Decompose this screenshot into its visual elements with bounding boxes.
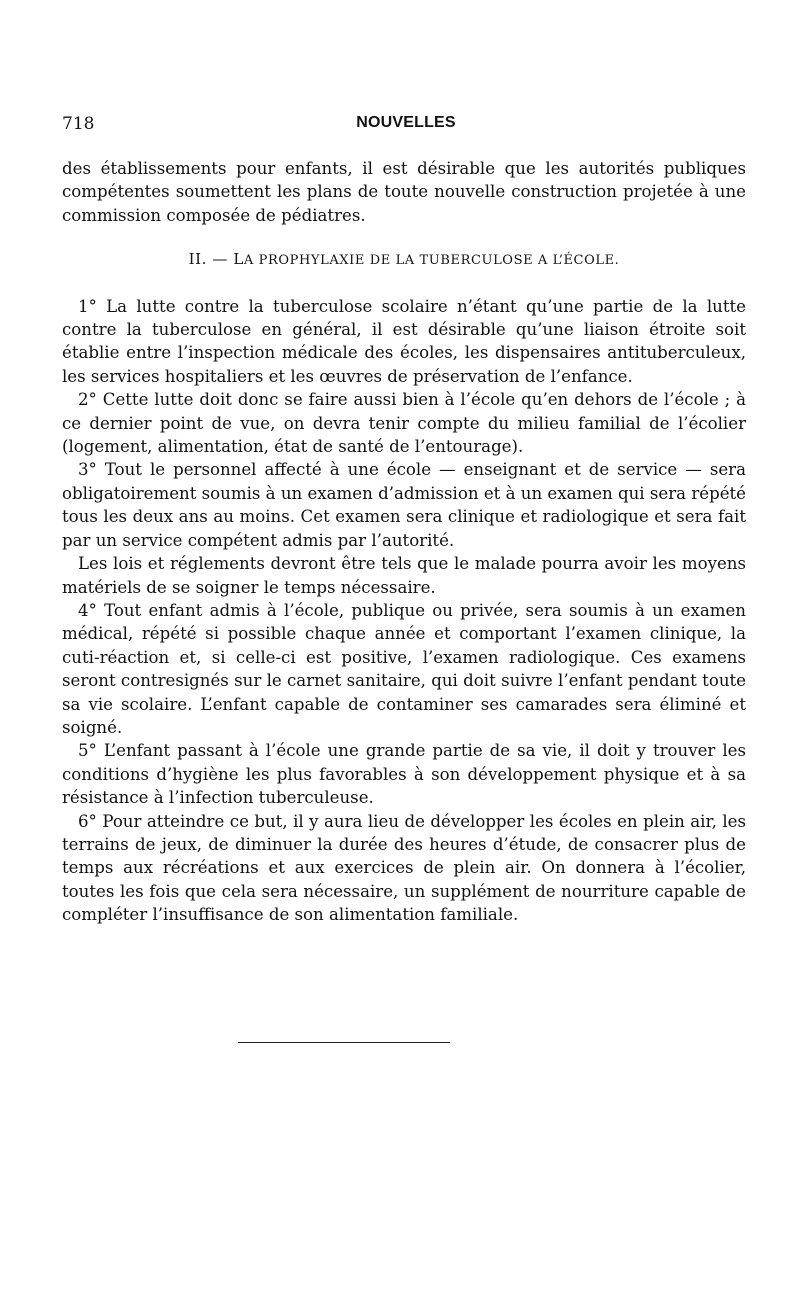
paragraph-5: 5° L’enfant passant à l’école une grande partie de sa vie, il doit y trouver les conditions d’hygiène les plus favorables à son développement physique et à sa résistance à l’infection tuberculeuse.: [62, 741, 746, 808]
intro-paragraph: des établissements pour enfants, il est désirable que les autorités publiques compétentes soumettent les plans de toute nouvelle construction projetée à une commission composée de pédiatres.: [62, 159, 746, 225]
paragraph-1: 1° La lutte contre la tuberculose scolaire n’étant qu’une partie de la lutte contre la tuberculose en général, il est désirable qu’une liaison étroite soit établie entre l’inspection médicale des écoles, les dispensaires antituberculeux, les services hospitaliers et les œuvres de préservation de l’enfance.: [62, 296, 746, 386]
paragraph-3: 3° Tout le personnel affecté à une école — enseignant et de service — sera obligatoirement soumis à un examen d’admission et à un examen qui sera répété tous les deux ans au moins. Cet examen sera clinique et radiologique et sera fait par un service compétent admis par l’autorité.: [62, 460, 746, 550]
article-body: [62, 157, 746, 927]
paragraph-6: 6° Pour atteindre ce but, il y aura lieu de développer les écoles en plein air, les terrains de jeux, de diminuer la durée des heures d’étude, de consacrer plus de temps aux récréations et aux exercices de plein air. On donnera à l’écolier, toutes les fois que cela sera nécessaire, un supplément de nourriture capable de compléter l’insuffisance de son alimentation familiale.: [62, 811, 746, 925]
page-number: 718: [62, 114, 95, 134]
paragraph-2: 2° Cette lutte doit donc se faire aussi bien à l’école qu’en dehors de l’école ; à ce dernier point de vue, on devra tenir compte du milieu familial de l’écolier (logement, alimentation, état de santé de l’entourage).: [62, 390, 746, 457]
page-header: [62, 114, 750, 138]
running-title: NOUVELLES: [356, 114, 456, 131]
section-title: A PROPHYLAXIE DE LA TUBERCULOSE A L’ÉCOLE.: [243, 253, 620, 269]
section-numeral: II. — L: [188, 250, 244, 269]
end-rule-divider: [238, 1042, 450, 1043]
section-heading: [62, 248, 746, 272]
paragraph-3-note: Les lois et réglements devront être tels que le malade pourra avoir les moyens matériels de se soigner le temps nécessaire.: [62, 554, 746, 597]
paragraph-4: 4° Tout enfant admis à l’école, publique ou privée, sera soumis à un examen médical, répété si possible chaque année et comportant l’examen clinique, la cuti-réaction et, si celle-ci est positive, l’examen radiologique. Ces examens seront contresignés sur le carnet sanitaire, qui doit suivre l’enfant pendant toute sa vie scolaire. L’enfant capable de contaminer ses camarades sera éliminé et soigné.: [62, 600, 746, 737]
